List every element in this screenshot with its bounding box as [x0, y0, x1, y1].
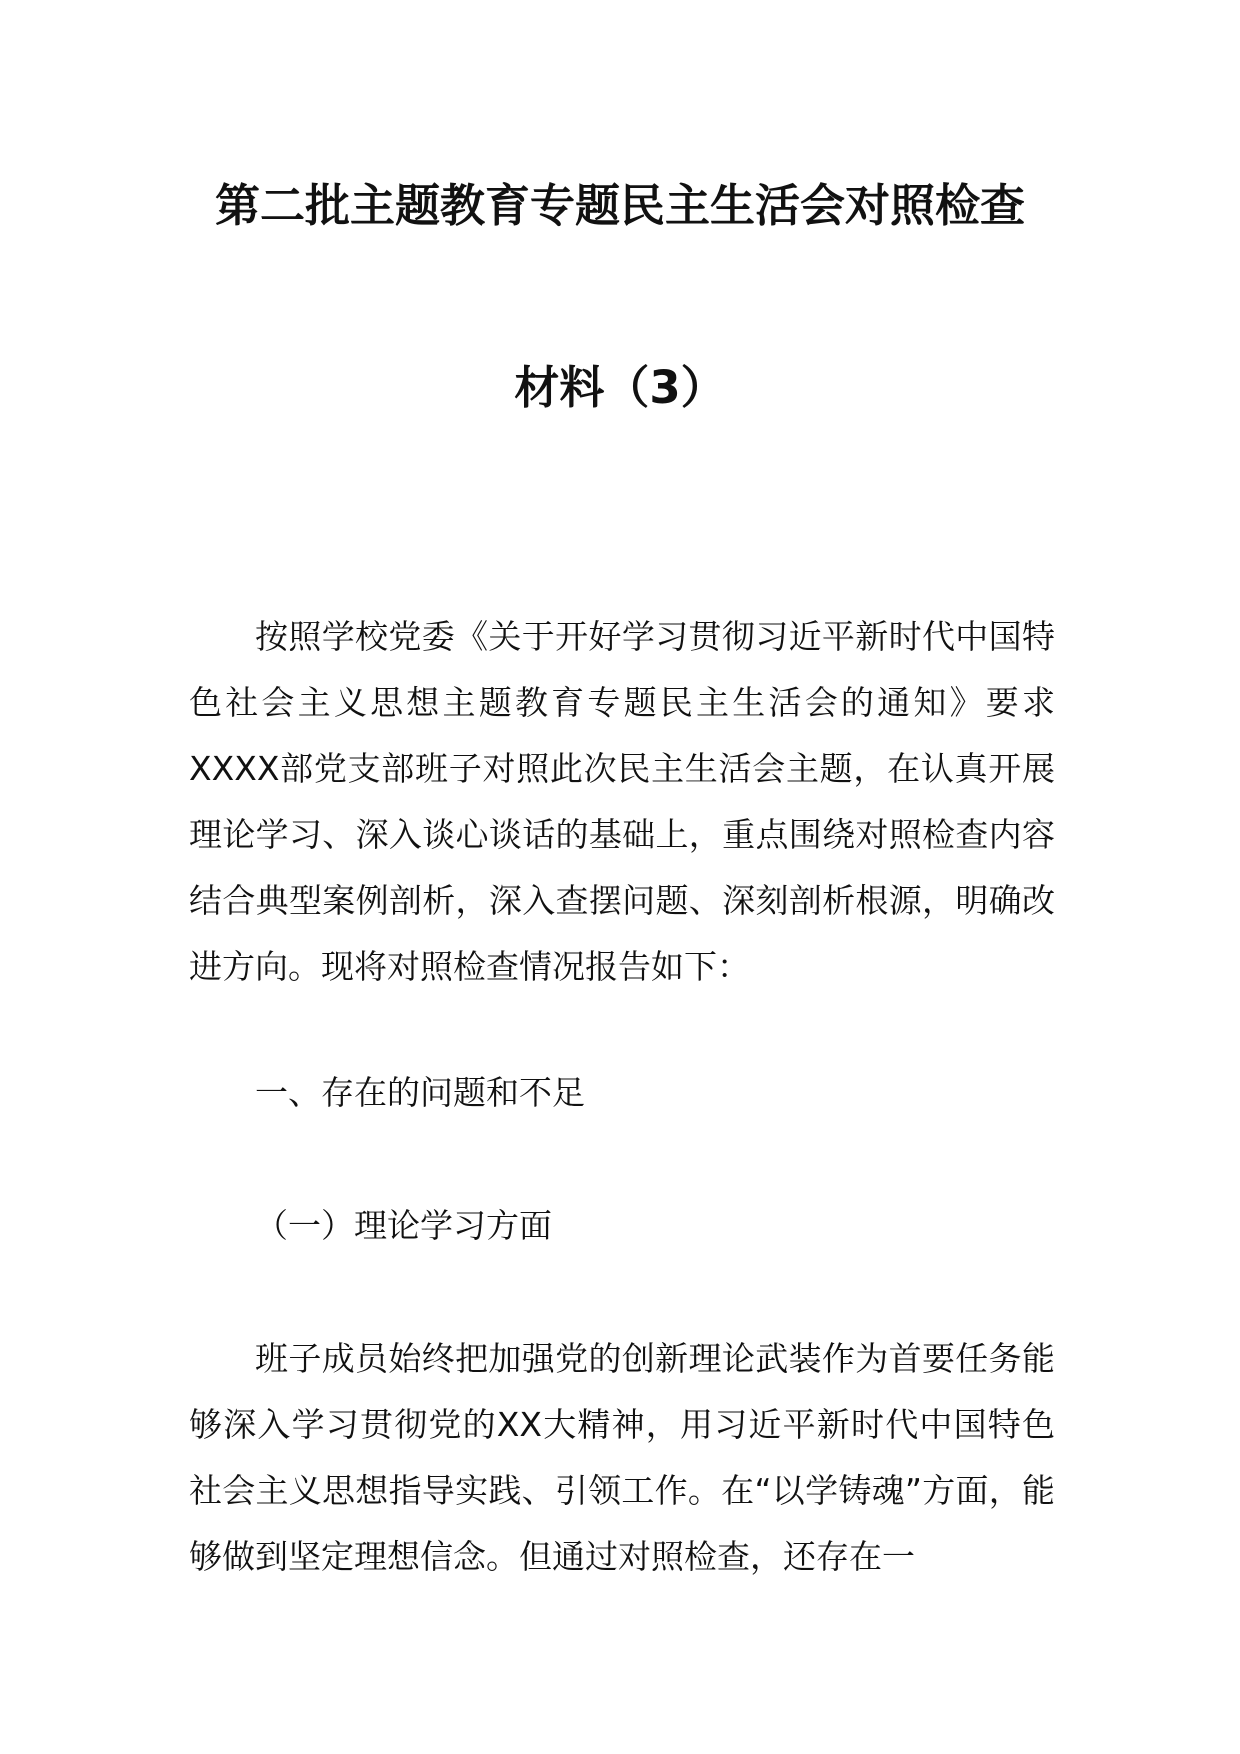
document-title-line2: 材料（3） — [514, 361, 726, 414]
subsection-heading: （一）理论学习方面 — [255, 1206, 552, 1245]
document-title-line1: 第二批主题教育专题民主生活会对照检查 — [214, 179, 1025, 232]
section-heading: 一、存在的问题和不足 — [255, 1073, 585, 1112]
body-paragraph: 班子成员始终把加强党的创新理论武装作为首要任务能够深入学习贯彻党的XX大精神，用习近平新时代中国特色社会主义思想指导实践、引领工作。在“以学铸魂”方面，能够做到坚定理想信念。但通过对照检查，还存在一 — [189, 1339, 1055, 1576]
intro-paragraph: 按照学校党委《关于开好学习贯彻习近平新时代中国特色社会主义思想主题教育专题民主生活会的通知》要求XXXX部党支部班子对照此次民主生活会主题，在认真开展理论学习、深入谈心谈话的基础上，重点围绕对照检查内容结合典型案例剖析，深入查摆问题、深刻剖析根源，明确改进方向。现将对照检查情况报告如下： — [189, 617, 1055, 986]
